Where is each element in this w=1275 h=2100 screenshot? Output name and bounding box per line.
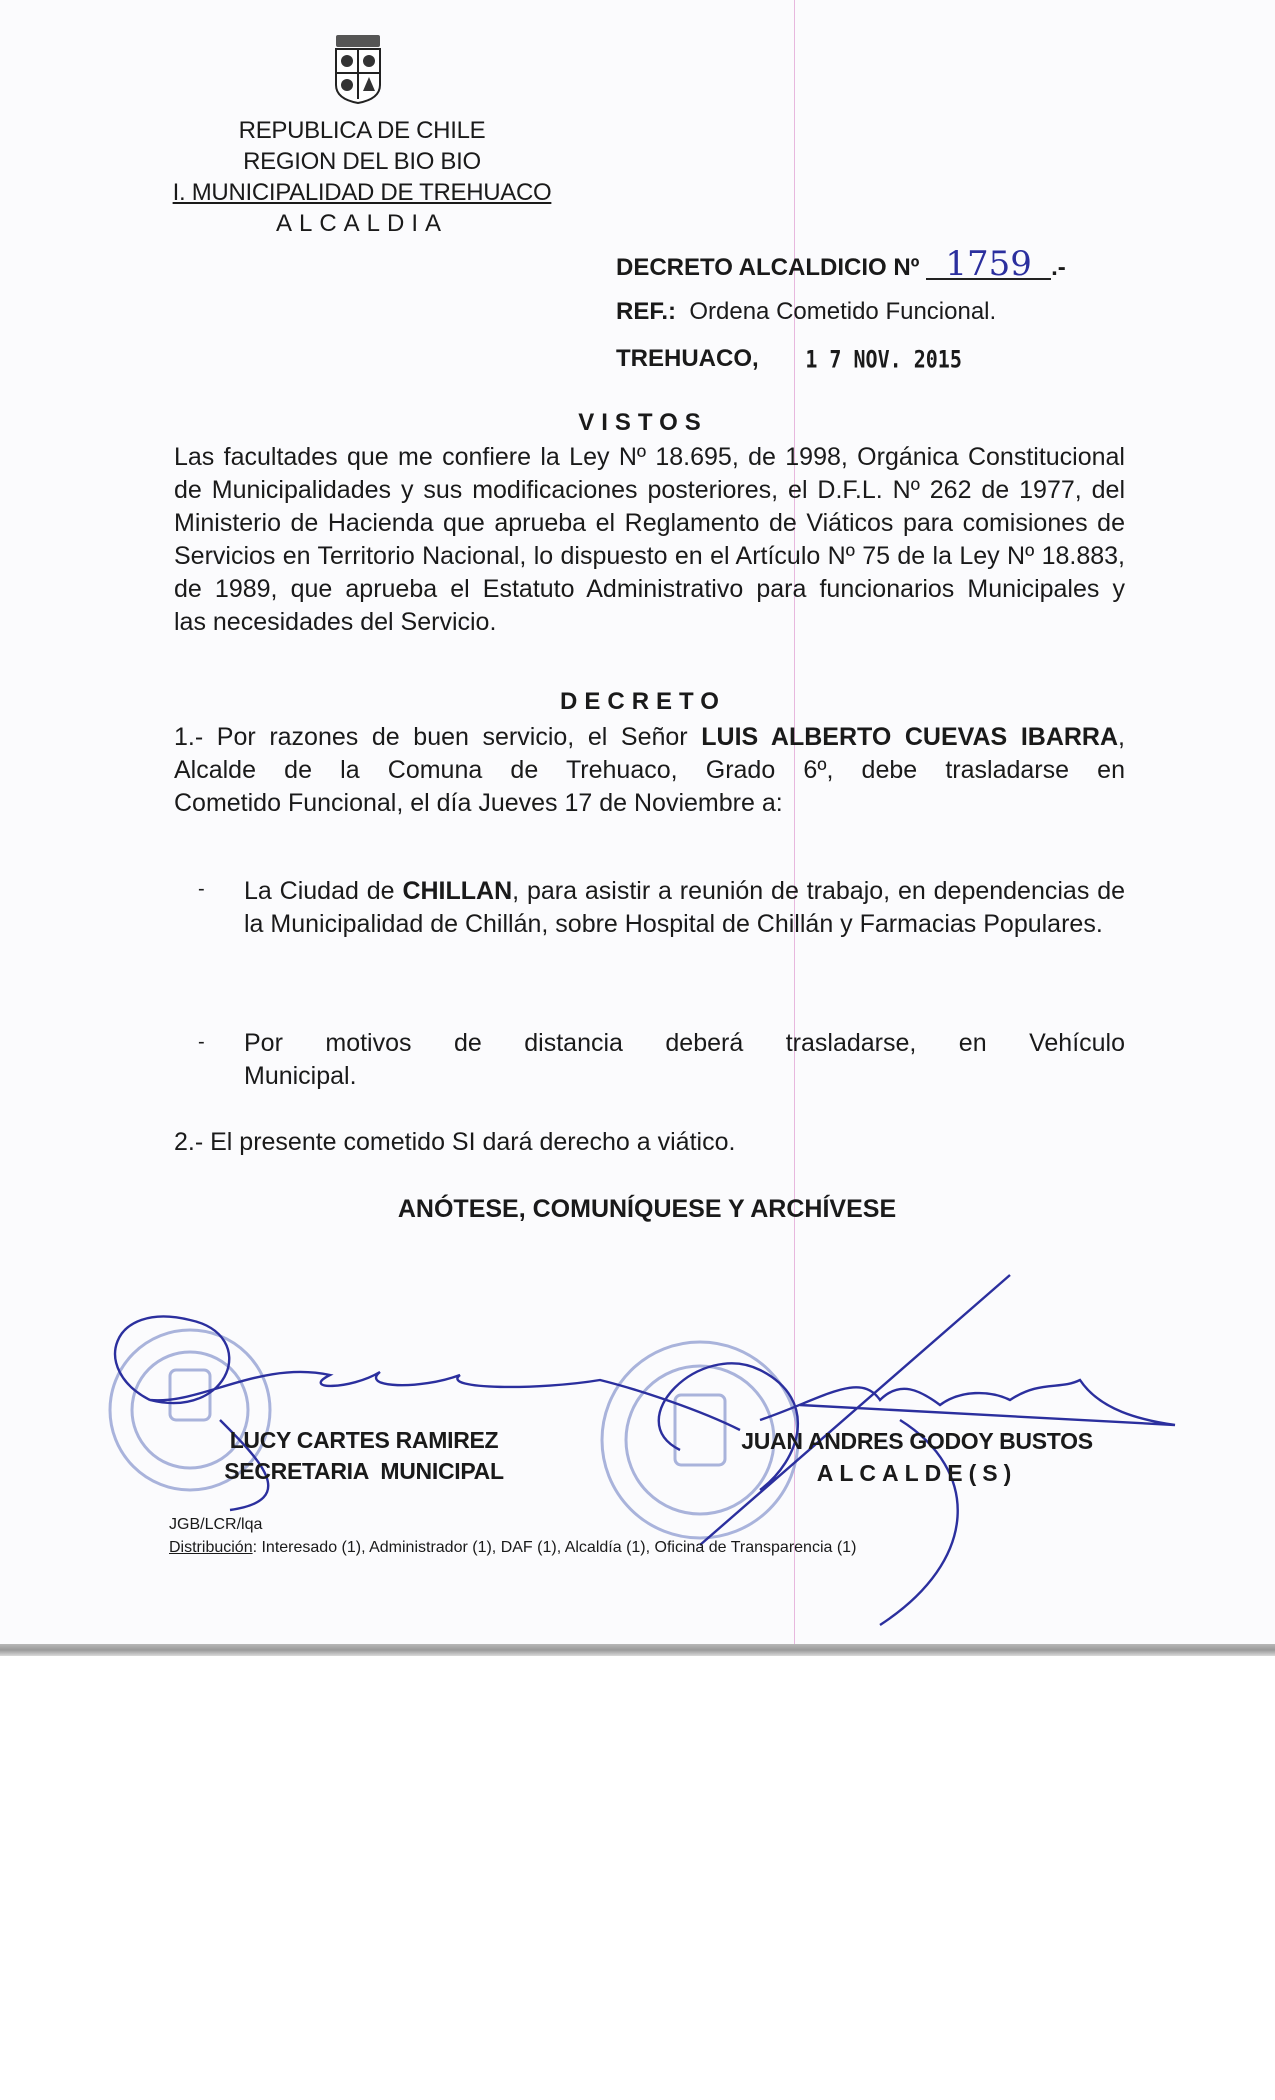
signer-1-name: LUCY CARTES RAMIREZ — [229, 1427, 499, 1453]
bullet1-text: La Ciudad de — [244, 877, 403, 905]
item1-text-last: Cometido Funcional, el día Jueves 17 de Noviembre a: — [174, 789, 783, 817]
item1-text-post: , Alcalde de la Comuna de Trehuaco, Grado 6º, debe trasladarse en — [174, 723, 1125, 784]
header-municipality: I. MUNICIPALIDAD DE TREHUACO — [172, 179, 552, 206]
decree-label: DECRETO ALCALDICIO Nº — [616, 254, 920, 281]
decree-number: 1759 — [926, 250, 1051, 280]
bullet1-city: CHILLAN — [402, 877, 513, 905]
closing-formula: ANÓTESE, COMUNÍQUESE Y ARCHÍVESE — [397, 1195, 897, 1223]
signer-2-title: ALCALDE(S) — [816, 1460, 1018, 1486]
bullet-dash: - — [198, 878, 205, 900]
decreto-item-2: 2.- El presente cometido SI dará derecho a viático. — [174, 1128, 736, 1156]
header-alcaldia: ALCALDIA — [275, 210, 449, 237]
ref-value: Ordena Cometido Funcional. — [689, 298, 997, 325]
vistos-text: Las facultades que me confiere la Ley Nº 18.695, de 1998, Orgánica Constitucional de Municipalidades y sus modificaciones posteriores, el D.F.L. Nº 262 de 1977, del Ministerio de Hacienda que aprueba el Reglamento de Viáticos para comisiones de Servicios en Territorio Nacional, lo dispuesto en el Artículo Nº 75 de la Ley Nº 18.883, de 1989, que aprueba el Estatuto Administrativo para funcionarios Municipales y — [174, 443, 1125, 603]
vistos-text-last: las necesidades del Servicio. — [174, 608, 497, 636]
signer-2-name: JUAN ANDRES GODOY BUSTOS — [741, 1428, 1093, 1454]
distribution-line — [169, 1539, 856, 1557]
decree-suffix: .- — [1051, 254, 1066, 281]
header-republica: REPUBLICA DE CHILE — [238, 117, 486, 144]
place-label: TREHUACO, — [616, 345, 759, 372]
header-region: REGION DEL BIO BIO — [243, 148, 481, 175]
ref-label: REF.: — [616, 298, 676, 325]
bullet1-text-post: , para asistir a reunión de trabajo, en dependencias de la Municipalidad de Chillán, sobre Hospital de Chillán y Farmacias Populares. — [244, 877, 1125, 938]
official-name: LUIS ALBERTO CUEVAS IBARRA — [701, 723, 1119, 751]
item1-text: 1.- Por razones de buen servicio, el Señor — [174, 723, 702, 751]
date-stamp: 1 7 NOV. 2015 — [805, 344, 962, 374]
signer-1-title: SECRETARIA MUNICIPAL — [224, 1458, 504, 1484]
vistos-heading: VISTOS — [578, 409, 708, 436]
distribution-text: : Interesado (1), Administrador (1), DAF (1), Alcaldía (1), Oficina de Transparencia (1) — [252, 1539, 857, 1556]
bullet-dash: - — [198, 1031, 205, 1053]
initials: JGB/LCR/lqa — [169, 1516, 263, 1533]
decreto-heading: DECRETO — [560, 688, 726, 715]
distribution-label: Distribución — [169, 1539, 253, 1556]
bullet-2: Por motivos de distancia deberá trasladarse, en Vehículo Municipal. — [244, 1029, 1125, 1090]
